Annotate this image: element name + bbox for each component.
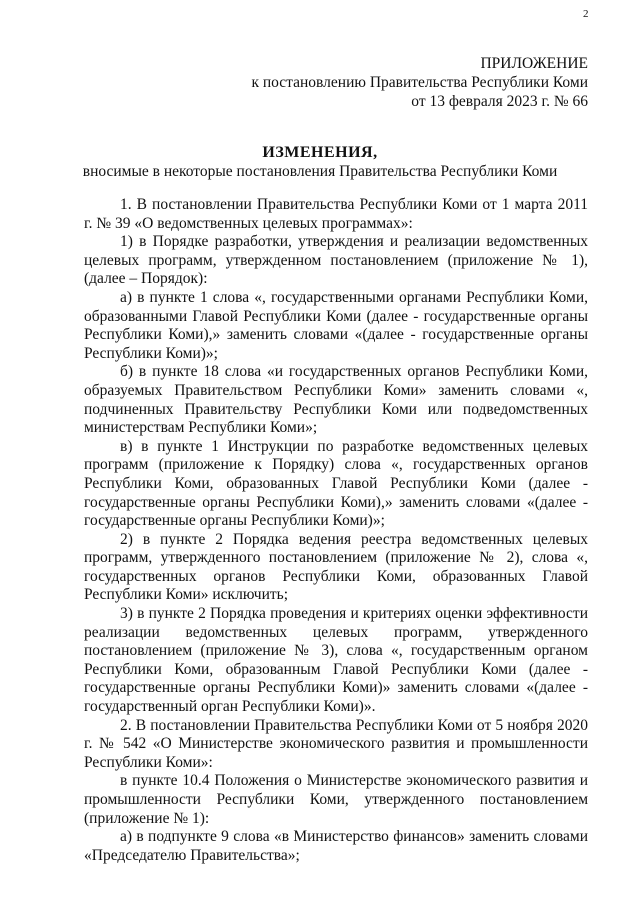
paragraph: в) в пункте 1 Инструкции по разработке ведомственных целевых программ (приложение к Порядку) слова «, государственных органов Республики Коми, образованных Главой Республики Коми (далее - государственные органы Республики Коми),» заменить словами «(далее - государственные органы Республики Коми)»; [84,437,588,530]
appendix-resolution-ref: к постановлению Правительства Республики Коми [251,74,588,91]
appendix-block [251,54,588,111]
paragraph: 2) в пункте 2 Порядка ведения реестра ведомственных целевых программ, утвержденного постановлением (приложение № 2), слова «, государственных органов Республики Коми, образованных Главой Республики Коми» исключить; [84,530,588,604]
appendix-title: ПРИЛОЖЕНИЕ [480,55,588,72]
paragraph: 1. В постановлении Правительства Республики Коми от 1 марта 2011 г. № 39 «О ведомственных целевых программах»: [84,196,588,232]
paragraph: 1) в Порядке разработки, утверждения и реализации ведомственных целевых программ, утвержденном постановлением (приложение № 1), (далее – Порядок): [84,233,588,288]
page-number: 2 [583,8,589,20]
document-body [84,196,588,865]
document-subtitle: вносимые в некоторые постановления Правительства Республики Коми [82,163,558,180]
appendix-date-number: от 13 февраля 2023 г. № 66 [411,93,588,110]
paragraph: а) в пункте 1 слова «, государственными органами Республики Коми, образованными Главой Республики Коми (далее - государственные органы Республики Коми),» заменить словами «(далее - государственные органы Республики Коми)»; [84,288,588,362]
paragraph: в пункте 10.4 Положения о Министерстве экономического развития и промышленности Республики Коми, утвержденного постановлением (приложение № 1): [84,772,588,827]
paragraph: а) в подпункте 9 слова «в Министерство финансов» заменить словами «Председателю Правительства»; [84,828,588,864]
paragraph: 2. В постановлении Правительства Республики Коми от 5 ноября 2020 г. № 542 «О Министерстве экономического развития и промышленности Республики Коми»: [84,716,588,771]
paragraph: б) в пункте 18 слова «и государственных органов Республики Коми, образуемых Правительством Республики Коми» заменить словами «, подчиненных Правительству Республики Коми или подведомственных министерствам Республики Коми»; [84,363,588,437]
document-title: ИЗМЕНЕНИЯ, [262,144,378,161]
paragraph: 3) в пункте 2 Порядка проведения и критериях оценки эффективности реализации ведомственных целевых программ, утвержденного постановлением (приложение № 3), слова «, государственным органом Республики Коми, образованным Главой Республики Коми (далее - государственные органы Республики Коми)» заменить словами «(далее - государственный орган Республики Коми)». [84,605,588,716]
